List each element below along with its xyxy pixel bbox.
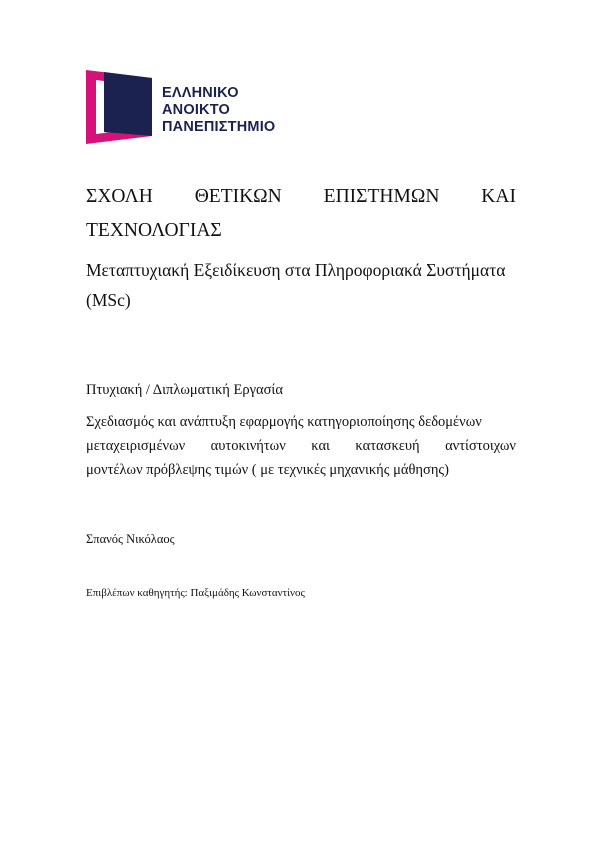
logo-mark-icon — [86, 70, 152, 144]
school-word: ΕΠΙΣΤΗΜΩΝ — [323, 186, 440, 207]
thesis-title-line-2 — [86, 434, 516, 458]
thesis-title — [86, 410, 516, 482]
program-name-line-2: (MSc) — [86, 290, 131, 310]
school-word: ΣΧΟΛΗ — [86, 186, 153, 207]
university-logo — [86, 70, 276, 144]
title-word: και — [311, 438, 330, 454]
school-word: ΘΕΤΙΚΩΝ — [194, 186, 282, 207]
program-name-line-1: Μεταπτυχιακή Εξειδίκευση στα Πληροφοριακά Συστήματα — [86, 260, 506, 280]
school-name — [86, 180, 516, 248]
program-name — [86, 255, 516, 315]
school-word: ΚΑΙ — [481, 186, 516, 207]
thesis-type: Πτυχιακή / Διπλωματική Εργασία — [86, 382, 283, 398]
logo-line-2: ΑΝΟΙΚΤΟ — [162, 102, 230, 118]
title-word: αντίστοιχων — [445, 438, 516, 454]
thesis-title-line-1: Σχεδιασμός και ανάπτυξη εφαρμογής κατηγοριοποίησης δεδομένων — [86, 414, 482, 430]
title-word: μεταχειρισμένων — [86, 438, 186, 454]
author-name: Σπανός Νικόλαος — [86, 532, 175, 546]
logo-line-3: ΠΑΝΕΠΙΣΤΗΜΙΟ — [162, 119, 276, 135]
thesis-title-line-3: μοντέλων πρόβλεψης τιμών ( με τεχνικές μηχανικής μάθησης) — [86, 462, 449, 478]
title-word: κατασκευή — [355, 438, 420, 454]
title-word: αυτοκινήτων — [210, 438, 286, 454]
school-name-line-2: ΤΕΧΝΟΛΟΓΙΑΣ — [86, 220, 222, 241]
logo-line-1: ΕΛΛΗΝΙΚΟ — [162, 85, 239, 101]
supervisor: Επιβλέπων καθηγητής: Παξιμάδης Κωνσταντίνος — [86, 587, 305, 599]
school-name-line-1 — [86, 180, 516, 214]
logo-wordmark — [162, 85, 275, 136]
